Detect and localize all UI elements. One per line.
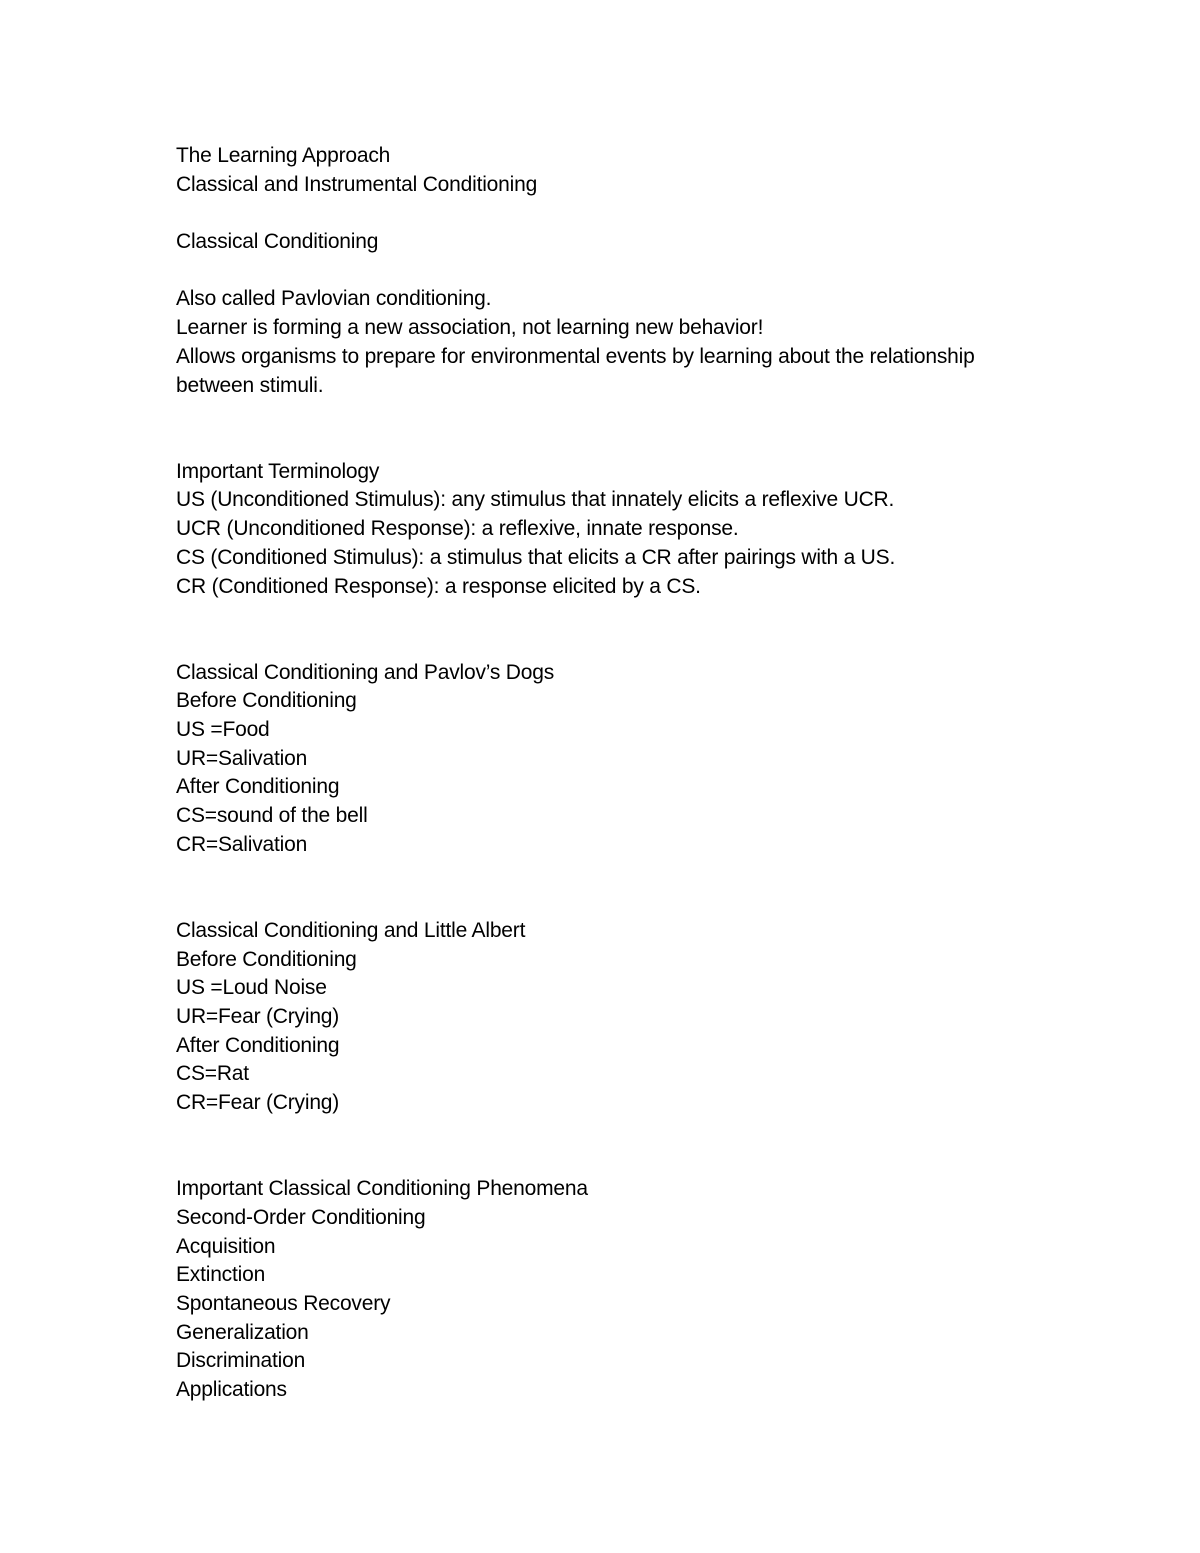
spacer bbox=[176, 199, 1076, 228]
section-heading-little-albert: Classical Conditioning and Little Albert bbox=[176, 918, 526, 942]
albert-line: CS=Rat bbox=[176, 1062, 249, 1086]
pavlov-line: CS=sound of the bell bbox=[176, 804, 368, 828]
phenomena-line: Spontaneous Recovery bbox=[176, 1292, 391, 1316]
spacer bbox=[176, 257, 1076, 286]
document-title: The Learning Approach bbox=[176, 144, 391, 167]
intro-line: between stimuli. bbox=[176, 373, 324, 397]
spacer bbox=[176, 601, 1076, 658]
intro-line: Allows organisms to prepare for environmental events by learning about the relationship bbox=[176, 344, 975, 368]
section-heading-classical-conditioning: Classical Conditioning bbox=[176, 230, 379, 254]
pavlov-line: Before Conditioning bbox=[176, 689, 357, 713]
document-body bbox=[176, 142, 1076, 1405]
section-heading-phenomena: Important Classical Conditioning Phenomena bbox=[176, 1177, 588, 1201]
albert-line: US =Loud Noise bbox=[176, 976, 327, 1000]
phenomena-line: Acquisition bbox=[176, 1234, 276, 1258]
phenomena-line: Discrimination bbox=[176, 1349, 306, 1373]
terminology-line: CS (Conditioned Stimulus): a stimulus that elicits a CR after pairings with a US. bbox=[176, 545, 896, 569]
section-heading-pavlov: Classical Conditioning and Pavlov’s Dogs bbox=[176, 660, 554, 684]
albert-line: After Conditioning bbox=[176, 1033, 340, 1057]
phenomena-line: Extinction bbox=[176, 1263, 266, 1287]
spacer bbox=[176, 400, 1076, 457]
terminology-line: CR (Conditioned Response): a response elicited by a CS. bbox=[176, 574, 701, 598]
pavlov-line: US =Food bbox=[176, 718, 270, 741]
albert-line: UR=Fear (Crying) bbox=[176, 1005, 340, 1029]
document-subtitle: Classical and Instrumental Conditioning bbox=[176, 172, 538, 196]
intro-line: Also called Pavlovian conditioning. bbox=[176, 287, 492, 311]
pavlov-line: After Conditioning bbox=[176, 775, 340, 799]
phenomena-line: Second-Order Conditioning bbox=[176, 1205, 426, 1229]
intro-line: Learner is forming a new association, not learning new behavior! bbox=[176, 316, 764, 340]
albert-line: CR=Fear (Crying) bbox=[176, 1091, 340, 1115]
terminology-line: US (Unconditioned Stimulus): any stimulus that innately elicits a reflexive UCR. bbox=[176, 488, 895, 512]
spacer bbox=[176, 1118, 1076, 1175]
albert-line: Before Conditioning bbox=[176, 947, 357, 971]
pavlov-line: CR=Salivation bbox=[176, 832, 308, 856]
phenomena-line: Generalization bbox=[176, 1320, 309, 1344]
phenomena-line: Applications bbox=[176, 1378, 287, 1402]
pavlov-line: UR=Salivation bbox=[176, 746, 308, 770]
terminology-line: UCR (Unconditioned Response): a reflexive, innate response. bbox=[176, 517, 739, 541]
spacer bbox=[176, 860, 1076, 917]
section-heading-terminology: Important Terminology bbox=[176, 459, 380, 483]
